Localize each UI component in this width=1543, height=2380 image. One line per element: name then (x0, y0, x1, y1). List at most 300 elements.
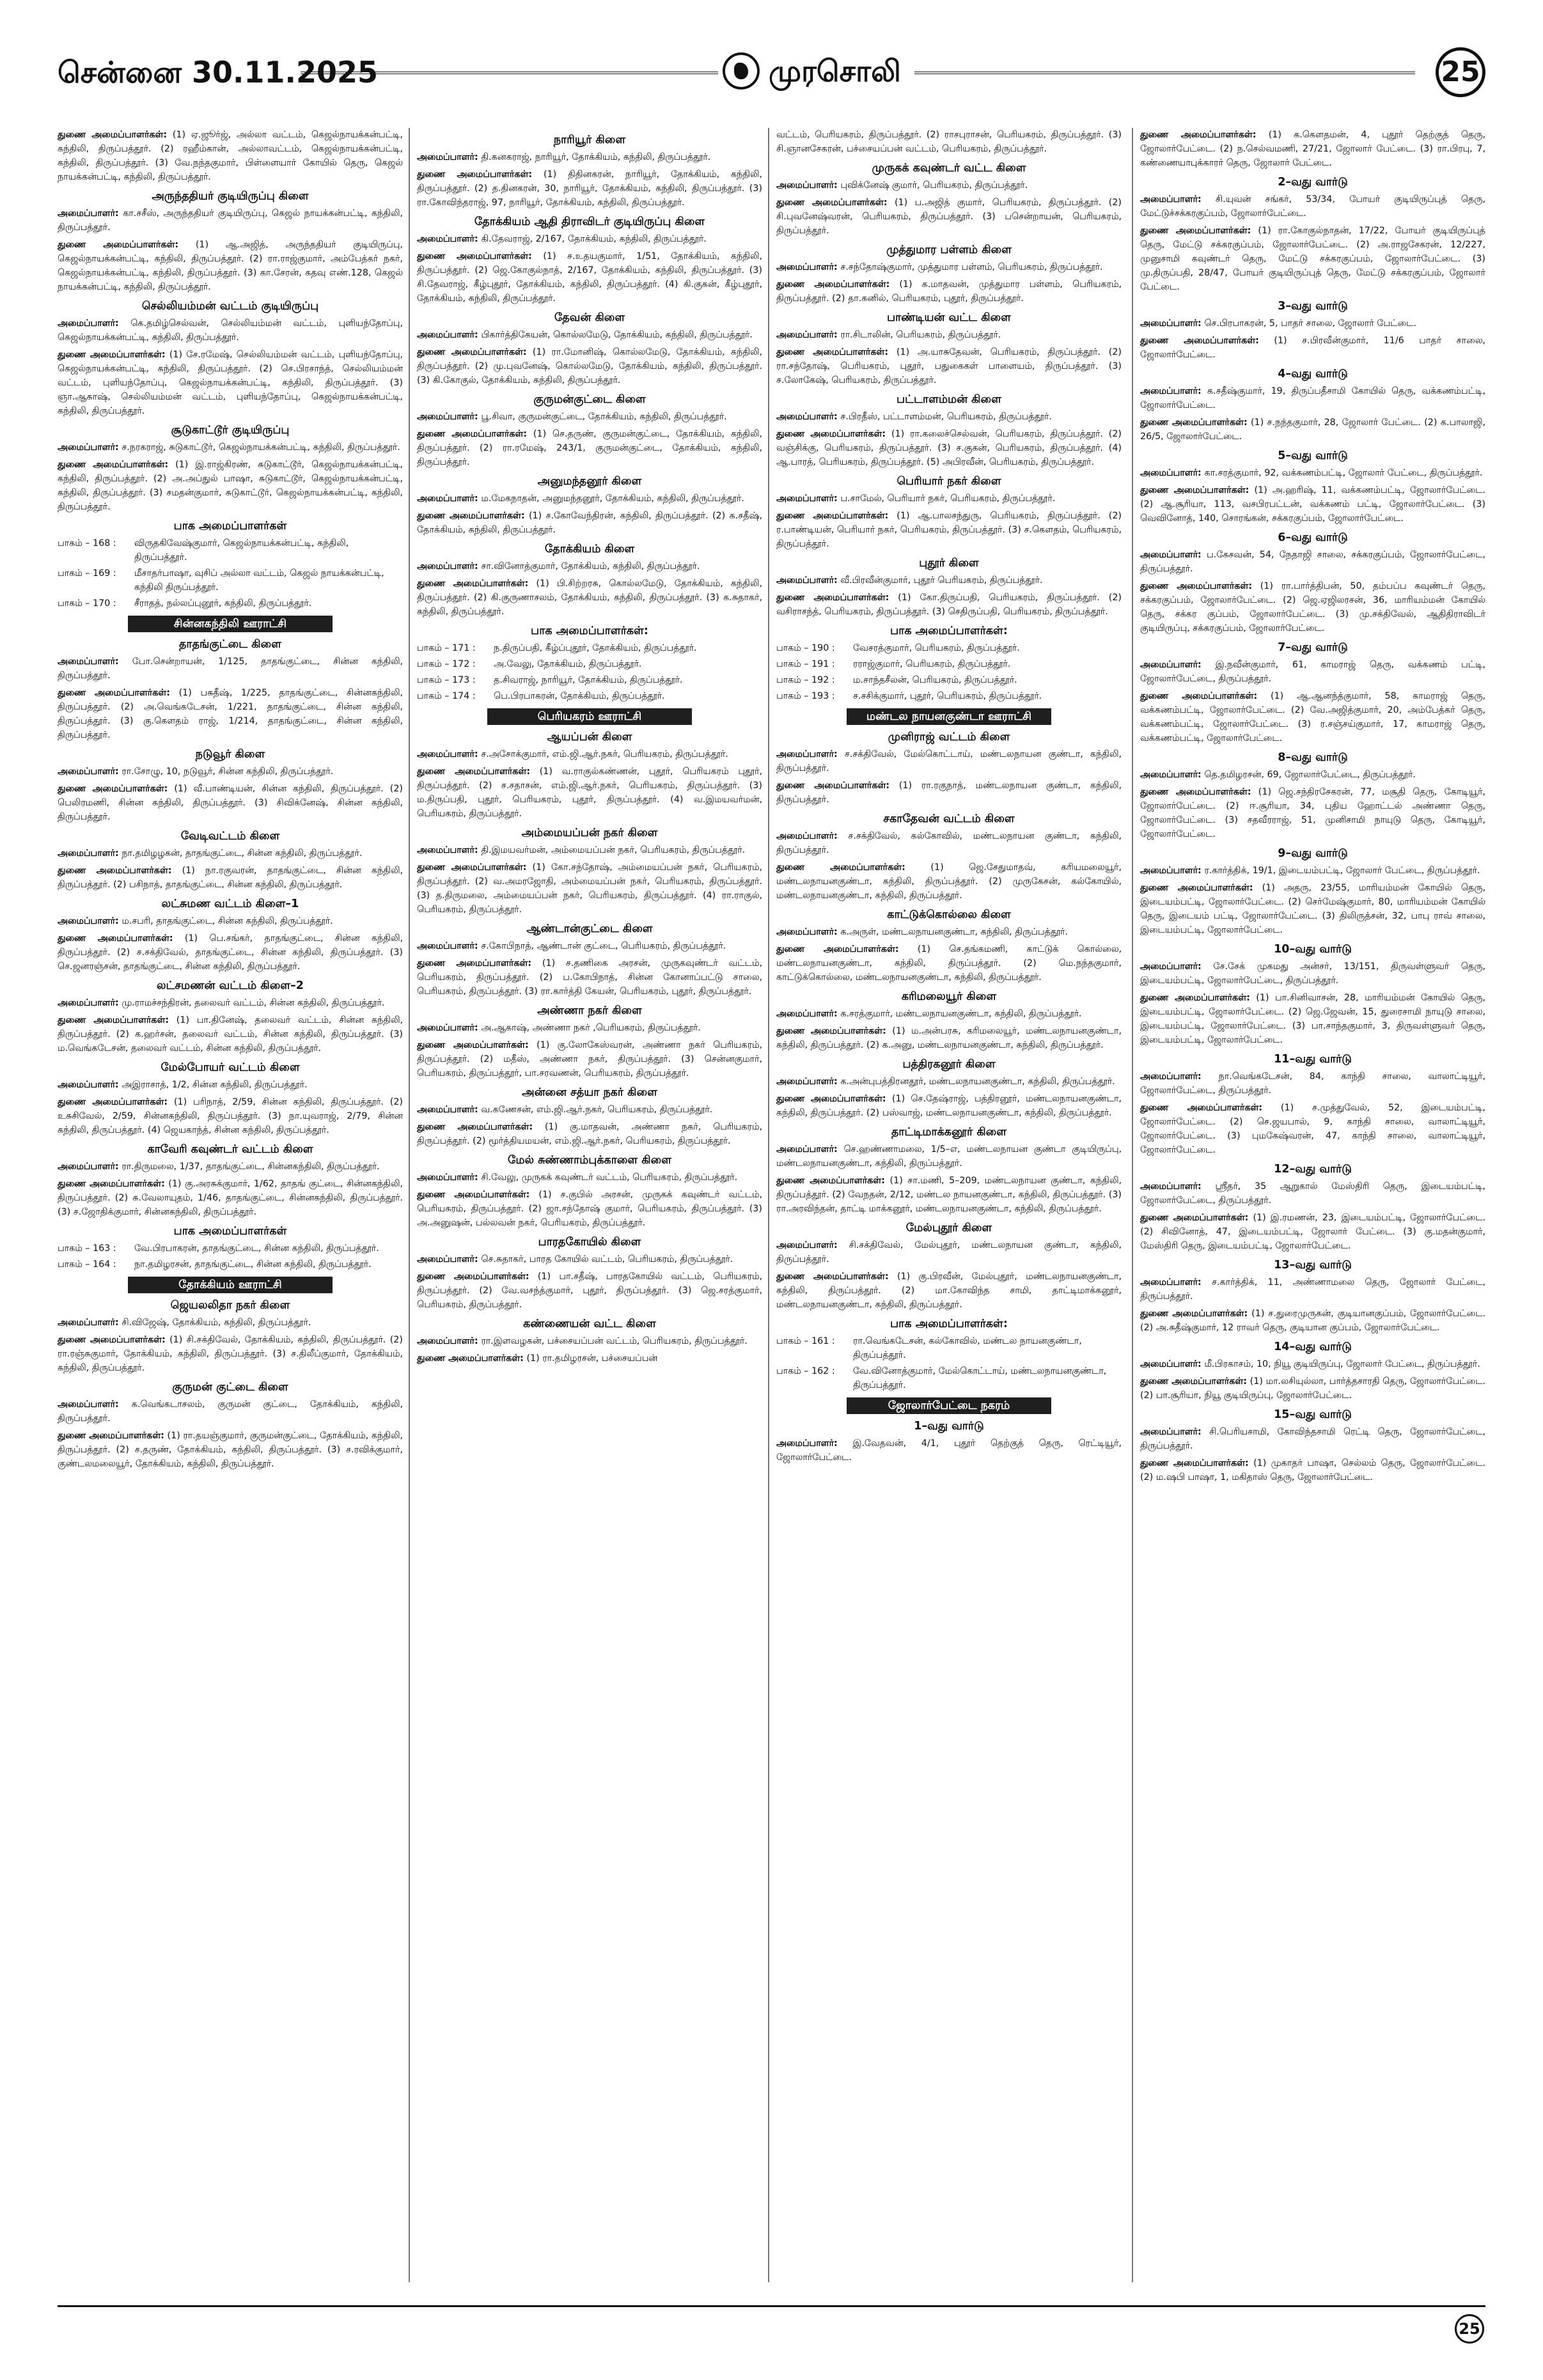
role-label: துணை அமைப்பாளர்கள்: (776, 1176, 885, 1186)
footer-rule (58, 2305, 1485, 2307)
member-text: (1) சே.ரமேஷ், செல்லியம்மன் வட்டம், புளியந்தோப்பு, கெஜல்நாயக்கன்பட்டி, கந்திலி, திருப்பத்தூர். (2) செ.பிரசாந்த், செல்லியம்மன் வட்டம், புளியந்தோப்பு, கெஜல்நாயக்கன்பட்டி, கந்திலி, திருப்பத்தூர். (3) ஞா.ஆகாஷ், செல்லியம்மன் வட்டம், புளியந்தோப்பு, கெஜல்நாயக்கன்பட்டி, கந்திலி, திருப்பத்தூர். (58, 350, 403, 416)
member-entry (1140, 658, 1485, 686)
member-text: க.வெங்கடாசலம், குருமன் குட்டை, தோக்கியம், கந்திலி, திருப்பத்தூர். (58, 1399, 403, 1424)
member-text: (1) ச.கோவேந்திரன், கந்திலி, திருப்பத்தூர். (2) க.சதீஷ், தோக்கியம், கந்திலி, திருப்பத்தூர். (417, 511, 762, 535)
member-text: (1) ரா.தயஞ்குமார், குருமன்குட்டை, தோக்கியம், கந்திலி, திருப்பத்தூர். (2) ச.தருண், தோக்கியம், கந்திலி, திருப்பத்தூர். (3) ச.ரவிக்குமார், குண்டலமலையூர், தோக்கியம், கந்திலி, திருப்பத்தூர். (58, 1431, 403, 1469)
role-label: துணை அமைப்பாளர்கள்: (1140, 130, 1257, 140)
section-heading: கண்ணையன் வட்ட கிளை (523, 1318, 656, 1330)
role-label: துணை அமைப்பாளர்கள்: (417, 511, 525, 521)
section-heading: அன்னை சத்யா நகர் கிளை (522, 1086, 657, 1099)
page-number-badge: 25 (1436, 47, 1485, 97)
section (417, 393, 762, 469)
section (58, 1277, 403, 1293)
role-label: துணை அமைப்பாளர்கள்: (1140, 1376, 1248, 1387)
booth-member: ச.சசிக்குமார், புதூர், பெரியகரம், திருப்பத்தூர். (853, 691, 1042, 701)
member-text: (1) ப.அஜித் குமார், பெரியகரம், திருப்பத்தூர். (2) சி.புவனேஷ்வரன், பெரியகரம், திருப்பத்தூர். (3) பசென்றாயன், பெரியகரம், திருப்பத்தூர். (776, 198, 1122, 236)
member-text: வ.கணேசன், எம்.ஜி.ஆர்.நகர், பெரியகரம், திருப்பத்தூர். (481, 1105, 713, 1115)
section (58, 1298, 403, 1375)
section (1140, 942, 1485, 1047)
role-label: அமைப்பாளர்: (1140, 194, 1202, 205)
member-entry (1140, 1456, 1485, 1484)
role-label: துணை அமைப்பாளர்கள்: (58, 240, 179, 250)
role-label: அமைப்பாளர்: (1140, 660, 1202, 670)
member-text: தி.கனகராஜ், நாரியூர், தோக்கியம், கந்திலி, திருப்பத்தூர். (481, 152, 711, 162)
section-heading: ஆயப்பன் கிளை (547, 731, 632, 743)
role-label: அமைப்பாளர்: (417, 330, 478, 340)
role-label: துணை அமைப்பாளர்கள்: (58, 933, 173, 944)
role-label: அமைப்பாளர்: (417, 1254, 478, 1264)
section (417, 311, 762, 387)
member-entry (776, 128, 1122, 156)
section-heading: பாக அமைப்பாளர்கள்: (890, 1318, 1008, 1330)
role-label: அமைப்பாளர்: (1140, 1427, 1202, 1437)
role-label: துணை அமைப்பாளர்கள்: (58, 130, 168, 140)
role-label: துணை அமைப்பாளர்கள்: (1140, 226, 1251, 236)
member-entry (1140, 1101, 1485, 1157)
member-text: தி.இமயவர்மன், அம்மையப்பன் நகர், பெரியகரம், திருப்பத்தூர். (481, 845, 746, 855)
member-entry (776, 779, 1122, 807)
member-entry (417, 410, 762, 424)
member-text: (1) சா.மணி, 5–209, மண்டலநாயன குண்டா, கந்திலி, திருப்பத்தூர். (2) வேநதன், 2/12, மண்டல நாயனகுண்டா, கந்திலி, திருப்பத்தூர். (3) ரா.அரவிந்தன், தாட்டி மாக்கனூர், மண்டலநாயனகுண்டா, கந்திலி, திருப்பத்தூர். (776, 1176, 1122, 1214)
section (58, 829, 403, 892)
member-text: (1) அ.ஹரிஷ், 11, வக்கணம்பட்டி, ஜோலார்பேட்டை. (2) ஆ.சூரியா, 113, வசபிரபட்டன், வக்கணம் பட்டி, ஜோலார்பேட்டை. (3) வெவினோத், 140, சொரங்கன், சக்கரகுப்பம், ஜோலார்பேட்டை. (1140, 485, 1485, 524)
member-entry (417, 956, 762, 999)
role-label: துணை அமைப்பாளர்கள்: (1140, 417, 1248, 428)
role-label: அமைப்பாளர்: (1140, 1277, 1202, 1287)
member-entry (1140, 1374, 1485, 1403)
member-entry (58, 686, 403, 742)
role-label: அமைப்பாளர்: (417, 1336, 478, 1346)
booth-row (58, 536, 403, 564)
member-text: சி.சக்திவேல், மேல்புதூர், மண்டலநாயன குண்டா, கந்திலி, திருப்பத்தூர். (776, 1240, 1122, 1264)
member-entry (1140, 881, 1485, 937)
article-body (58, 128, 1485, 2301)
member-entry (1140, 1069, 1485, 1098)
role-label: அமைப்பாளர்: (417, 152, 478, 162)
role-label: அமைப்பாளர்: (776, 262, 838, 272)
section (776, 311, 1122, 387)
role-label: துணை அமைப்பாளர்கள்: (417, 1122, 533, 1132)
member-entry (1140, 864, 1485, 878)
member-entry (1140, 384, 1485, 412)
section (58, 299, 403, 418)
role-label: அமைப்பாளர்: (417, 941, 478, 951)
role-label: அமைப்பாளர்: (58, 766, 119, 777)
section-heading: முத்துமார பள்ளம் கிளை (886, 244, 1012, 256)
section (417, 708, 762, 725)
member-text: (1) ரா.பார்த்திபன், 50, தம்பப்ப கவுண்டர் தெரு, சக்கரகுப்பம், ஜோலார்பேட்டை. (2) ஜெ.ஏஜிலரசன், 36, மாரியம்மன் கோயில் தெரு, சக்கர குப்பம், ஜோலார்பேட்டை. (3) மு.சக்திவேல், ஆதிதிராவிடர் குடியிருப்பு, சக்கரகுப்பம், ஜோலார்பேட்டை. (1140, 581, 1485, 634)
role-label: துணை அமைப்பாளர்கள்: (58, 1015, 169, 1025)
member-text: ச.பிரதீஸ், பட்டாளம்மன், பெரியகரம், திருப்பத்தூர். (840, 412, 1052, 422)
member-text: (1) திதினகரன், நாரியூர், தோக்கியம், கந்திலி, திருப்பத்தூர். (2) த.தினகரன், 30, நாரியூர், தோக்கியம், கந்திலி, திருப்பத்தூர். (3) ரா.கோவிந்தராஜ், 97, நாரியூர், தோக்கியம், கந்திலி, திருப்பத்தூர். (417, 169, 762, 208)
member-entry (58, 1078, 403, 1092)
member-text: (1) சி.சக்திவேல், தோக்கியம், கந்திலி, திருப்பத்தூர். (2) ரா.ரஞ்சுகுமார், தோக்கியம், கந்திலி, திருப்பத்தூர். (3) ச.திலீப்குமார், தோக்கியம், கந்திலி, திருப்பத்தூர். (58, 1335, 403, 1373)
member-text: (1) ச.துரைமுருகன், குடியானகுப்பம், ஜோலார்பேட்டை. (2) அ.சுதீஷ்குமார், 12 ராவர் தெரு, குடியான குப்பம், ஜோலார்பேட்டை. (1140, 1309, 1485, 1333)
member-text: ர.கார்த்திக், 19/1, இடையம்பட்டி, ஜோலார் பேட்டை, திருப்பத்தூர். (1204, 866, 1480, 876)
member-text: கெ.தமிழ்செல்வன், செல்லியம்மன் வட்டம், புளியந்தோப்பு, கெஜல்நாயக்கன்பட்டி, கந்திலி, திருப்பத்தூர். (58, 318, 403, 343)
section (1140, 641, 1485, 745)
booth-member: அ.வேலு, தோக்கியம், திருப்பத்தூர். (494, 659, 642, 669)
role-label: அமைப்பாளர்: (776, 412, 838, 422)
section (776, 556, 1122, 619)
section-banner: தோக்கியம் ஊராட்சி (128, 1277, 333, 1293)
member-entry (776, 328, 1122, 342)
role-label: அமைப்பாளர்: (1140, 468, 1202, 478)
section (58, 897, 403, 974)
column-2 (417, 128, 762, 2282)
booth-row (417, 641, 762, 655)
section (776, 1317, 1122, 1392)
member-entry (58, 1177, 403, 1219)
member-entry (58, 782, 403, 824)
section (1140, 751, 1485, 841)
member-text: மு.ராமச்சந்திரன், தலைவர் வட்டம், சின்ன கந்திலி, திருப்பத்தூர். (121, 998, 385, 1008)
section-heading: தாதங்குட்டை கிளை (179, 638, 281, 651)
role-label: அமைப்பாளர்: (58, 318, 119, 329)
booth-row (417, 657, 762, 671)
role-label: துணை அமைப்பாளர்கள்: (58, 1179, 165, 1189)
section (58, 979, 403, 1055)
member-entry (58, 458, 403, 514)
section-heading: 4–வது வார்டு (1278, 368, 1348, 380)
section (776, 812, 1122, 903)
member-text: (1) ச.நந்தகுமார், 28, ஜோலார் பேட்டை. (2) க.பாலாஜி, 26/5, ஜோலார்பேட்டை. (1140, 417, 1485, 442)
section-heading: செல்லியம்மன் வட்டம் குடியிருப்பு (141, 300, 319, 313)
role-label: துணை அமைப்பாளர்கள்: (58, 1431, 164, 1441)
booth-row (776, 1364, 1122, 1392)
member-text: (1) ரா.மோனிஷ், கொல்லமேடு, தோக்கியம், கந்திலி, திருப்பத்தூர். (2) மு.புவனேஷ், கொல்லமேடு, தோக்கியம், கந்திலி, திருப்பத்தூர். (3) கி.கோகுல், தோக்கியம், கந்திலி, திருப்பத்தூர். (417, 347, 762, 385)
role-label: துணை அமைப்பாளர்கள்: (776, 1026, 886, 1036)
member-text: சா.வினோத்குமார், தோக்கியம், கந்திலி, திருப்பத்தூர். (481, 561, 700, 572)
member-entry (417, 232, 762, 246)
role-label: அமைப்பாளர்: (776, 180, 838, 191)
member-text: செ.சுதாகர், பாரத கோயில் வட்டம், பெரியகரம், திருப்பத்தூர். (481, 1254, 733, 1264)
member-text: (1) பரிநாத், 2/59, சின்ன கந்திலி, திருப்பத்தூர். (2) உசுசிவேல், 2/59, சின்னகந்திலி, திருப்பத்தூர். (3) நா.யுவராஜ், 2/79, சின்ன கந்திலி, திருப்பத்தூர். (4) ஜெயகாந்த், சின்ன கந்திலி, திருப்பத்தூர். (58, 1097, 403, 1135)
role-label: துணை அமைப்பாளர்கள்: (58, 350, 166, 360)
member-entry (776, 196, 1122, 238)
booth-number: பாகம் – 193 : (776, 691, 835, 701)
role-label: அமைப்பாளர்: (417, 749, 478, 759)
member-entry (1140, 1275, 1485, 1303)
role-label: துணை அமைப்பாளர்கள்: (776, 1272, 889, 1282)
member-entry (58, 931, 403, 974)
section (58, 616, 403, 632)
role-label: துணை அமைப்பாளர்கள்: (1140, 485, 1249, 495)
booth-member: விருதகிவேஷ்குமார், கெஜல்நாயக்கன்பட்டி, கந்திலி, திருப்பத்தூர். (134, 538, 349, 563)
role-label: துணை அமைப்பாளர்கள்: (58, 866, 172, 876)
member-entry (1140, 1211, 1485, 1253)
section (58, 747, 403, 824)
member-entry (417, 765, 762, 821)
member-text: மீ.பிரகாசம், 10, நியூ குடியிருப்பு, ஜோலார் பேட்டை, திருப்பத்தூர். (1204, 1359, 1480, 1369)
newspaper-name: முரசொலி (769, 54, 901, 88)
member-entry (417, 1252, 762, 1266)
member-entry (1140, 548, 1485, 576)
member-text: கா.சரத்குமார், 92, வக்கணம்பட்டி, ஜோலார் பேட்டை, திருப்பத்தூர். (1204, 468, 1483, 478)
member-entry (776, 860, 1122, 903)
booth-member: சீராதத், நல்லப்புனூர், கந்திலி, திருப்பத்தூர். (134, 598, 312, 609)
role-label: அமைப்பாளர்: (776, 927, 838, 937)
member-text: ச.அசோக்குமார், எம்.ஜி.ஆர்.நகர், பெரியகரம், திருப்பத்தூர். (481, 749, 728, 759)
booth-row (776, 641, 1122, 655)
section-heading: 7–வது வார்டு (1278, 641, 1348, 654)
role-label: துணை அமைப்பாளர்கள்: (776, 944, 899, 954)
member-entry (1140, 768, 1485, 782)
member-text: இ.நவீன்குமார், 61, காமராஜ் தெரு, வக்கணம் பட்டி, ஜோலார்பேட்டை, திருப்பத்தூர். (1140, 660, 1485, 684)
member-entry (58, 1095, 403, 1137)
section-heading: லட்சுமண வட்டம் கிளை–1 (161, 898, 299, 910)
role-label: அமைப்பாளர்: (58, 442, 119, 453)
member-entry (776, 573, 1122, 587)
section (417, 1153, 762, 1230)
section-heading: மேல் சுண்ணாம்புக்காளை கிளை (508, 1154, 671, 1167)
member-text: (1) பெ.சங்கர், தாதங்குட்டை, சின்ன கந்திலி, திருப்பத்தூர். (2) ச.சக்திவேல், தாதங்குட்டை, சின்ன கந்திலி, திருப்பத்தூர். (3) செ.ஜனரஞ்சன், தாதங்குட்டை, சின்ன கந்திலி, திருப்பத்தூர். (58, 933, 403, 972)
section (417, 474, 762, 537)
role-label: அமைப்பாளர்: (417, 561, 478, 572)
section-heading: அண்ணா நகர் கிளை (537, 1004, 642, 1017)
member-entry (1140, 316, 1485, 331)
role-label: துணை அமைப்பாளர்கள்: (1140, 1103, 1263, 1113)
member-entry (776, 591, 1122, 619)
booth-row (58, 566, 403, 595)
member-entry (776, 1142, 1122, 1171)
member-entry (1140, 1179, 1485, 1208)
section-heading: பாரதகோயில் கிளை (538, 1236, 641, 1248)
member-entry (58, 1333, 403, 1375)
booth-number: பாகம் – 191 : (776, 659, 835, 669)
member-text: (1) ச.முத்துவேல், 52, இடையம்பட்டி, ஜோலார்பேட்டை. (2) செ.ஜயபால், 9, காந்தி சாலை, வாலாட்டியூர், ஜோலார்பேட்டை. (3) புமகேஷ்வரன், 47, காந்தி சாலை, வாலாட்டியூர், ஜோலார்பேட்டை. (1140, 1103, 1485, 1155)
role-label: அமைப்பாளர்: (776, 575, 838, 586)
booth-row (417, 689, 762, 703)
section (58, 637, 403, 742)
member-entry (58, 996, 403, 1010)
member-entry (776, 260, 1122, 274)
member-text: (1) பா.தினேஷ், தலைவர் வட்டம், சின்ன கந்திலி, திருப்பத்தூர். (2) க.ஹர்சன், தலைவர் வட்டம், சின்ன கந்திலி, திருப்பத்தூர். (3) ம.வெங்கடேசன், தலைவர் வட்டம், சின்ன கந்திலி, திருப்பத்தூர். (58, 1015, 403, 1054)
booth-row (58, 1241, 403, 1256)
member-text: ப.கேசவன், 54, நேதாஜி சாலை, சக்கரகுப்பம், ஜோலார்பேட்டை, திருப்பத்தூர். (1140, 550, 1485, 574)
role-label: அமைப்பாளர்: (417, 1105, 478, 1115)
section (417, 1085, 762, 1148)
booth-member: மீசாதர்பாஷா, வுசிப் அல்லா வட்டம், கெஜல் நாயக்கன்பட்டி, கந்திலி திருப்பத்தூர். (134, 568, 384, 593)
role-label: துணை அமைப்பாளர்கள்: (776, 429, 886, 439)
role-label: துணை அமைப்பாளர்கள்: (417, 579, 529, 589)
role-label: துணை அமைப்பாளர்கள்: (1140, 787, 1251, 797)
section-heading: பட்டாளம்மன் கிளை (897, 393, 1001, 406)
section (58, 1380, 403, 1471)
member-entry (417, 509, 762, 537)
member-entry (417, 249, 762, 306)
rising-sun-icon (723, 52, 760, 89)
section (776, 128, 1122, 156)
member-text: (1) அ.யாசுதேவன், பெரியகரம், திருப்பத்தூர். (2) ரா.சந்தோஷ், பெரியகரம், புதூர், பதுகைகள் பாளையம், திருப்பத்தூர். (3) ச.லோகேஷ், பெரியகரம், திருப்பத்தூர். (776, 347, 1122, 385)
member-entry (417, 747, 762, 761)
member-text: (1) க.கௌதமன், 4, புதூர் தெற்குத் தெரு, ஜோலார்பேட்டை. (2) ந.செல்வமணி, 27/21, ஜோலார் பேட்டை. (3) ரா.பிரபு, 7, கண்ணையாபுக்காரர் தெரு, ஜோலார் பேட்டை. (1140, 130, 1485, 168)
role-label: துணை அமைப்பாளர்கள்: (417, 862, 527, 873)
member-text: (1) ஆ.ஆனந்த்குமார், 58, காமராஜ் தெரு, வக்கணம்பட்டி, ஜோலார்பேட்டை. (2) வே.அஜித்குமார், 20, அம்பேத்கர் தெரு, வக்கணம்பட்டி, ஜோலார்பேட்டை. (3) ர.சஞ்சய்குமார், 17, காமராஜ் தெரு, வக்கணம்பட்டி, ஜோலார்பேட்டை. (1140, 691, 1485, 743)
role-label: அமைப்பாளர்: (417, 1172, 478, 1183)
member-text: (1) ச.உதயகுமார், 1/51, தோக்கியம், கந்திலி, திருப்பத்தூர். (2) ஜெ.கோகுல்நாத், 2/167, தோக்கியம், கந்திலி, திருப்பத்தூர். (3) சி.தேவராஜ், கீழ்புதூர், தோக்கியம், கந்திலி, திருப்பத்தூர். (4) கி.குகன், கீழ்புதூர், தோக்கியம், கந்திலி, திருப்பத்தூர். (417, 251, 762, 304)
booth-row (776, 673, 1122, 687)
member-entry (58, 1013, 403, 1055)
role-label: அமைப்பாளர்: (58, 848, 119, 859)
booth-member: த.சிவராஜ், நாரியூர், தோக்கியம், திருப்பத்தூர். (494, 675, 683, 685)
member-text: பிகார்த்திகேயன், கொல்லமேடு, தோக்கியம், கந்திலி, திருப்பத்தூர். (481, 330, 753, 340)
member-text: (1) அதரு, 23/55, மாரியம்மன் கோயில் தெரு, இடையம்பட்டி, ஜோலார்பேட்டை. (2) செர்மேஷ்குமார், 80, மாரியம்மன் கோயில் தெரு, இடையம் பட்டி, ஜோலார்பேட்டை. (3) திலிருத்சன், 32, பாபு ராவ் சாலை, இடையம்பட்டி, ஜோலார்பேட்டை. (1140, 883, 1485, 935)
role-label: அமைப்பாளர்: (58, 657, 119, 667)
member-entry (417, 1188, 762, 1230)
member-text: (1) ச.குபில் அரசன், முருகக் கவுண்டர் வட்டம், பெரியகரம், திருப்பத்தூர். (2) ஜா.சந்தோஷ் குமார், பெரியகரம், திருப்பத்தூர். (3) அ.அனுஷன், பல்லவன் நகர், பெரியகரம், திருப்பத்தூர். (417, 1190, 762, 1228)
member-entry (1140, 991, 1485, 1047)
booth-number: பாகம் – 173 : (417, 675, 476, 685)
member-text: ரா.சிடாலின், பெரியகரம், திருப்பத்தூர். (840, 330, 1001, 340)
member-text: கி.தேவராஜ், 2/167, தோக்கியம், கந்திலி, திருப்பத்தூர். (481, 234, 707, 244)
member-text: தெ.தமிழரசன், 69, ஜோலார்பேட்டை, திருப்பத்தூர். (1204, 770, 1416, 780)
column-divider (768, 128, 769, 2282)
member-entry (776, 492, 1122, 506)
member-text: (1) இ.ராஜ்கிரண், சுடுகாட்டூர், கெஜல்நாயக்கன்பட்டி, கந்திலி, திருப்பத்தூர். (2) அ.அப்துல் பாஷா, சுடுகாட்டூர், கெஜல்நாயக்கன்பட்டி, கந்திலி, திருப்பத்தூர். (3) சமதன்குமார், சுடுகாட்டூர், கெஜல்நாயக்கன்பட்டி, கந்திலி, திருப்பத்தூர். (58, 460, 403, 512)
role-label: அமைப்பாளர்: (58, 916, 119, 926)
role-label: அமைப்பாளர்: (58, 1318, 119, 1328)
member-entry (417, 1171, 762, 1185)
member-text: (1) ஜெ.சேதுமாதவ், கரியமலையூர், மண்டலநாயனகுண்டா, கந்திலி, திருப்பத்தூர். (2) முருகேசன், கல்கோயில், மண்டலநாயனகுண்டா, கந்திலி, திருப்பத்தூர். (776, 862, 1122, 901)
member-entry (1140, 1425, 1485, 1453)
role-label: அமைப்பாளர்: (58, 1399, 119, 1410)
section-heading: தோக்கியம் கிளை (544, 543, 635, 556)
member-text: (1) ரா.கோகுல்நாதன், 17/22, போயர் குடியிருப்புத் தெரு, மேட்டு சக்கரகுப்பம், ஜோலார்பேட்டை. (2) அ.ராஜசேகரன், 12/227, முனுசாமி கவுண்டர் தெரு, மேட்டு சக்கரகுப்பம், ஜோலார்பேட்டை. (3) மு.திருப்பதி, 28/47, போயர் குடியிருப்புத் தெரு, மேட்டு சக்கரகுப்பம், ஜோலார் பேட்டை. (1140, 226, 1485, 292)
section (58, 128, 403, 184)
issue-date: சென்னை 30.11.2025 (58, 55, 379, 89)
member-entry (417, 427, 762, 469)
section-heading: 12–வது வார்டு (1274, 1163, 1352, 1176)
member-text: (1) ரா.கலைச்செல்வன், பெரியகரம், திருப்பத்தூர். (2) வஞ்சிக்கு, பெரியகரம், திருப்பத்தூர். (3) ச.குகன், பெரியகரம், திருப்பத்தூர். (4) ஆ.பாரத், பெரியகரம், திருப்பத்தூர். (5) அபிரவீன், பெரியகரம், திருப்பத்தூர். (776, 429, 1122, 467)
role-label: துணை அமைப்பாளர்கள்: (1140, 1458, 1249, 1468)
member-entry (1140, 466, 1485, 480)
booth-member: பெ.பிரபாகரன், தோக்கியம், திருப்பத்தூர். (494, 691, 665, 701)
role-label: அமைப்பாளர்: (1140, 961, 1202, 972)
masthead-rule (914, 72, 1415, 78)
role-label: அமைப்பாளர்: (58, 1080, 119, 1090)
member-entry (1140, 1357, 1485, 1371)
booth-member: வேசரத்குமார், பெரியகரம், திருப்பத்தூர். (853, 643, 1020, 653)
booth-number: பாகம் – 164 : (58, 1259, 116, 1270)
section-heading: நாரியூர் கிளை (553, 134, 626, 146)
member-text: சி.விஜேஷ், தோக்கியம், கந்திலி, திருப்பத்தூர். (121, 1318, 311, 1328)
role-label: அமைப்பாளர்: (776, 494, 838, 504)
booth-member: ம.சாந்தசீலன், பெரியகரம், திருப்பத்தூர். (853, 675, 1017, 685)
role-label: துணை அமைப்பாளர்கள்: (1140, 993, 1250, 1003)
section (776, 730, 1122, 807)
member-text: ச.சந்தோஷ்குமார், முத்துமார பள்ளம், பெரியகரம், திருப்பத்தூர். (840, 262, 1103, 272)
booth-number: பாகம் – 169 : (58, 568, 116, 579)
member-entry (1140, 483, 1485, 525)
role-label: அமைப்பாளர்: (58, 208, 119, 219)
section (417, 215, 762, 306)
section (1140, 1162, 1485, 1253)
section-heading: பாக அமைப்பாளர்கள்: (890, 625, 1008, 637)
section (417, 1235, 762, 1312)
section (776, 393, 1122, 469)
role-label: அமைப்பாளர்: (1140, 866, 1202, 876)
role-label: துணை அமைப்பாளர்கள்: (1140, 336, 1259, 346)
member-text: (1) கு.லோகேஸ்வரன், அண்ணா நகர் பெரியகரம், திருப்பத்தூர். (2) மதீஸ், அண்ணா நகர், திருப்பத்தூர். (3) சென்னகுமார், பெரியகரம், திருப்பத்தூர், பா.சரவணன், பெரியகரம், திருப்பத்தூர். (417, 1040, 762, 1078)
booth-row (776, 657, 1122, 671)
member-text: இ.வேதவன், 4/1, புதூர் தெற்குத் தெரு, ரெட்டியூர், ஜோலார்பேட்டை. (776, 1438, 1122, 1463)
member-text: (1) ரா.தமிழரசன், பச்சையப்பன் (526, 1353, 658, 1364)
section-heading: காட்டுக்கொல்லை கிளை (887, 908, 1011, 921)
member-entry (776, 345, 1122, 387)
newspaper-logo (723, 51, 902, 96)
member-entry (776, 509, 1122, 551)
section-heading: மேல்புதூர் கிளை (905, 1222, 992, 1234)
member-entry (776, 1238, 1122, 1266)
member-entry (417, 939, 762, 953)
member-text: (1) கு.மாதவன், அண்ணா நகர், பெரியகரம், திருப்பத்தூர். (2) மூர்த்தியமயன், எம்.ஜி.ஆர்.நகர், பெரியகரம், திருப்பத்தூர். (417, 1122, 762, 1146)
section-heading: தேவன் கிளை (554, 311, 625, 324)
booth-number: பாகம் – 162 : (776, 1366, 835, 1376)
section (1140, 175, 1485, 294)
member-entry (1140, 785, 1485, 841)
section (776, 1125, 1122, 1216)
section-heading: குருமன் குட்டை கிளை (172, 1381, 288, 1394)
section (776, 161, 1122, 238)
section-heading: பாக அமைப்பாளர்கள் (173, 1225, 287, 1238)
member-text: (1) கோ.திருப்பதி, பெரியகரம், திருப்பத்தூர். (2) வசிராசந்த், பெரியகரம், திருப்பத்தூர். (3) செதிருப்பதி, பெரியகரம், திருப்பத்தூர். (776, 593, 1122, 617)
member-entry (417, 492, 762, 506)
section-banner: ஜோலார்பேட்டை நகரம் (847, 1397, 1051, 1414)
booth-number: பாகம் – 174 : (417, 691, 476, 701)
role-label: அமைப்பாளர்: (1140, 1181, 1202, 1192)
section-heading: பாக அமைப்பாளர்கள்: (531, 625, 648, 637)
member-entry (776, 942, 1122, 984)
member-entry (1140, 128, 1485, 170)
role-label: அமைப்பாளர்: (1140, 770, 1202, 780)
member-entry (417, 1351, 762, 1365)
role-label: அமைப்பாளர்: (417, 845, 478, 855)
section-heading: பாண்டியன் வட்ட கிளை (887, 311, 1011, 324)
booth-number: பாகம் – 171 : (417, 643, 476, 653)
role-label: துணை அமைப்பாளர்கள்: (776, 511, 889, 521)
section-heading: அருந்ததியர் குடியிருப்பு கிளை (152, 190, 309, 203)
member-text: சி.பெரியசாமி, கோவிந்தசாமி ரெட்டி தெரு, ஜோலார்பேட்டை, திருப்பத்தூர். (1140, 1427, 1485, 1451)
member-entry (1140, 334, 1485, 362)
section-heading: 5–வது வார்டு (1278, 449, 1348, 462)
member-entry (776, 1270, 1122, 1312)
role-label: அமைப்பாளர்: (1140, 318, 1202, 329)
section-heading: சூடுகாட்டூர் குடியிருப்பு (171, 424, 290, 437)
member-text: (1) ம.அன்பரசு, கரிமலையூர், மண்டலநாயனகுண்டா, கந்திலி, திருப்பத்தூர். (2) க.அனு, மண்டலநாயனகுண்டா, கந்திலி, திருப்பத்தூர். (776, 1026, 1122, 1050)
role-label: துணை அமைப்பாளர்கள்: (776, 1094, 886, 1104)
column-1 (58, 128, 403, 2282)
section (58, 1142, 403, 1219)
member-entry (417, 345, 762, 387)
role-label: அமைப்பாளர்: (417, 1023, 478, 1033)
section-heading: 11–வது வார்டு (1274, 1053, 1352, 1066)
role-label: துணை அமைப்பாளர்கள்: (776, 593, 889, 603)
section (1140, 1258, 1485, 1335)
booth-number: பாகம் – 163 : (58, 1243, 116, 1254)
member-text: (1) நா.ரகுவரன், தாதங்குட்டை, சின்ன கந்திலி, திருப்பத்தூர். (2) பசிநாத், தாதங்குட்டை, சின்ன கந்திலி, திருப்பத்தூர். (58, 866, 403, 890)
member-text: க.அருள், மண்டலநாயனகுண்டா, கந்திலி, திருப்பத்தூர். (840, 927, 1068, 937)
booth-row (58, 1257, 403, 1272)
section (776, 474, 1122, 551)
section (417, 826, 762, 917)
member-entry (1140, 416, 1485, 444)
role-label: துணை அமைப்பாளர்கள்: (58, 1097, 168, 1107)
member-text: வீ.பிரவீன்குமார், புதூர் பெரியகரம், திருப்பத்தூர். (840, 575, 1043, 586)
section-heading: பெரியார் நகர் கிளை (897, 475, 1001, 488)
role-label: அமைப்பாளர்: (776, 831, 838, 841)
member-text: ஸ்ரீதர், 35 ஆறுகால் மேஸ்திரி தெரு, இடையம்பட்டி, ஜோலார்பேட்டை, திருப்பத்தூர். (1140, 1181, 1485, 1206)
